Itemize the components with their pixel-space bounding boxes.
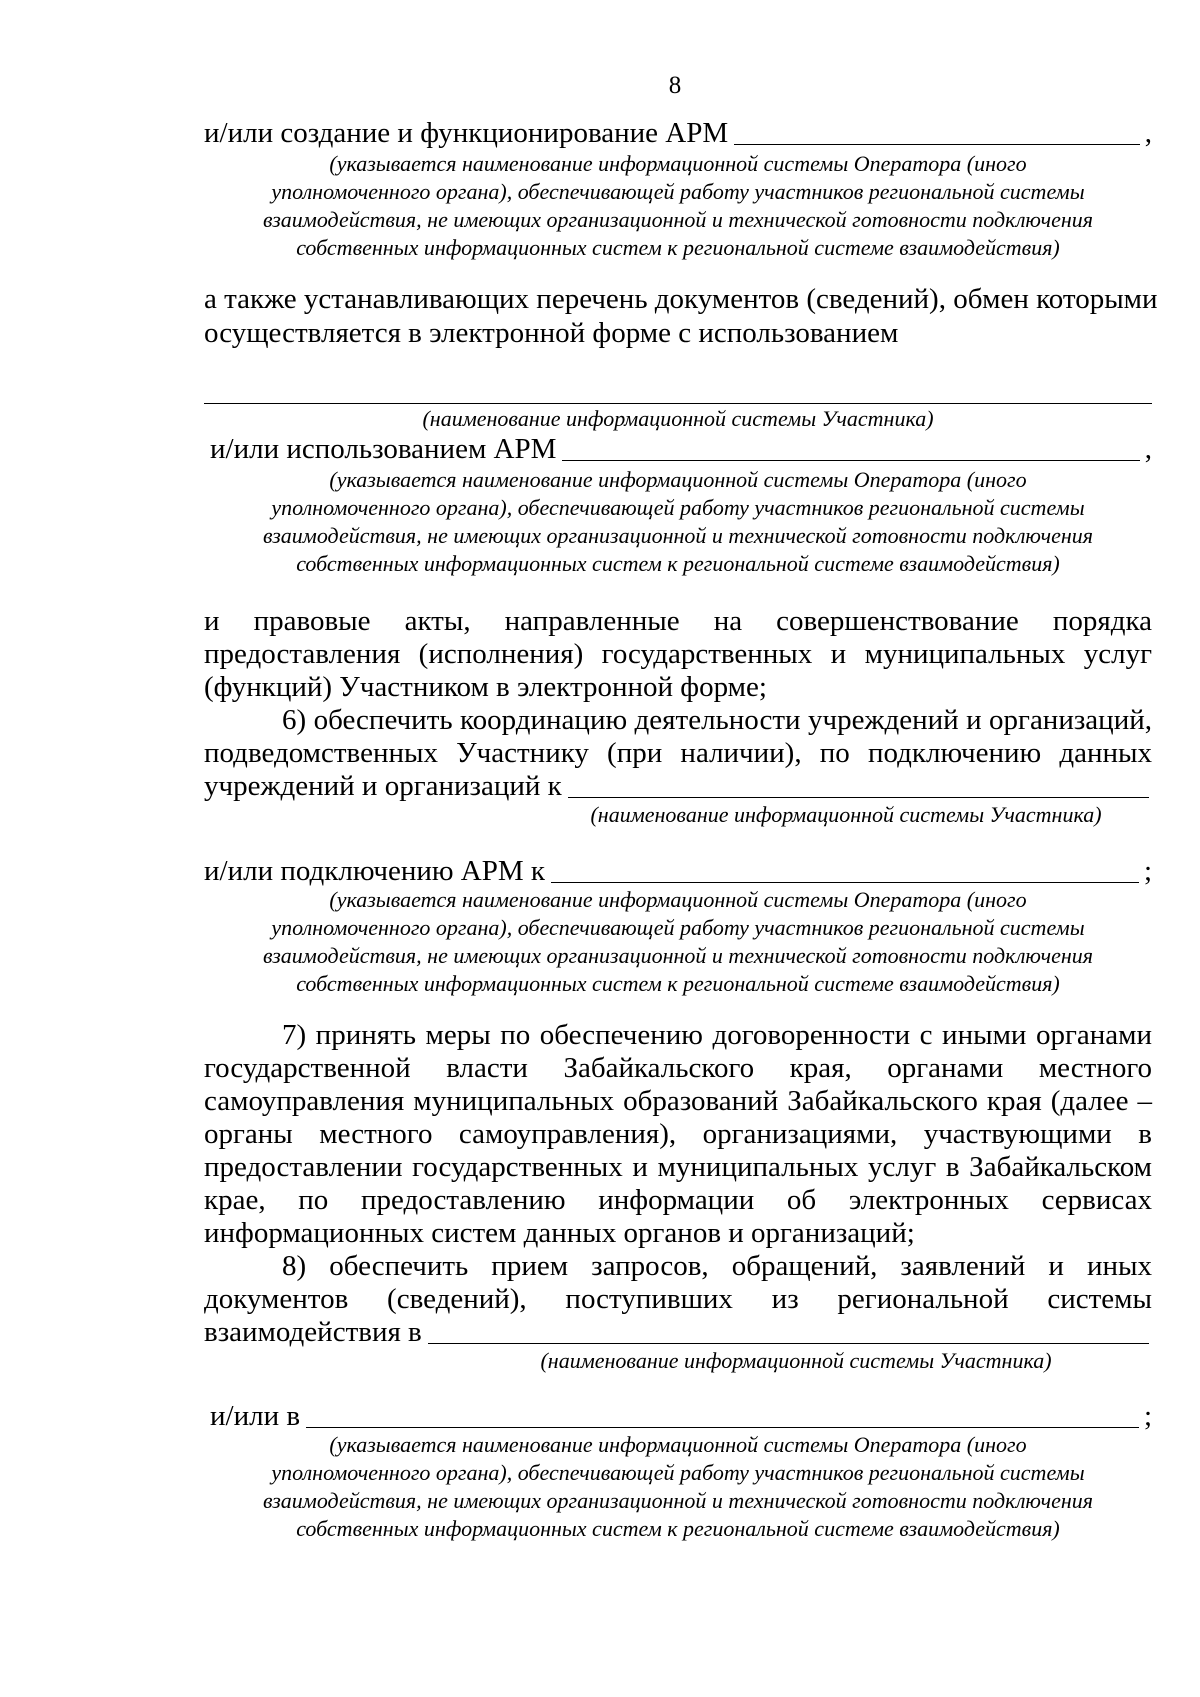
note-line: взаимодействия, не имеющих организационной и технической готовности подключения (262, 207, 1094, 232)
note-line: уполномоченного органа), обеспечивающей работу участников региональной системы (271, 915, 1085, 940)
body-line: подведомственных Участнику (при наличии), по подключению данных (204, 737, 1152, 769)
note-line: (указывается наименование информационной системы Оператора (иного (329, 151, 1027, 176)
body-line: документов (сведений), поступивших из региональной системы (204, 1283, 1152, 1315)
body-line: а также устанавливающих перечень документов (сведений), обмен которыми (204, 283, 1158, 315)
arm-receipt-line (204, 1399, 1152, 1433)
body-line: органы местного самоуправления), организациями, участвующими в (204, 1118, 1152, 1150)
body-line: и правовые акты, направленные на совершенствование порядка (204, 605, 1152, 637)
operator-note-2 (204, 466, 1152, 578)
operator-note-4 (204, 1431, 1152, 1543)
operator-note-1 (204, 150, 1152, 262)
note-line: собственных информационных систем к региональной системе взаимодействия) (296, 551, 1060, 576)
note-line: собственных информационных систем к региональной системе взаимодействия) (296, 235, 1060, 260)
arm-connection-text: и/или подключению АРМ к (204, 855, 546, 887)
participant-is-note: (наименование информационной системы Участника) (422, 406, 934, 431)
body-line: предоставлении государственных и муниципальных услуг в Забайкальском (204, 1151, 1152, 1183)
arm-receipt-tail: ; (1143, 1400, 1152, 1432)
body-line: информационных систем данных органов и организаций; (204, 1217, 915, 1249)
note-line: уполномоченного органа), обеспечивающей работу участников региональной системы (271, 179, 1085, 204)
body-line: крае, по предоставлению информации об электронных сервисах (204, 1184, 1152, 1216)
body-line: самоуправления муниципальных образований Забайкальского края (далее – (204, 1085, 1152, 1117)
request-receipt-text: взаимодействия в (204, 1316, 422, 1348)
operator-note-3 (204, 886, 1152, 998)
note-line: (указывается наименование информационной системы Оператора (иного (329, 1432, 1027, 1457)
note-line: (указывается наименование информационной системы Оператора (иного (329, 467, 1027, 492)
arm-creation-tail: , (1144, 117, 1152, 149)
note-line: взаимодействия, не имеющих организационной и технической готовности подключения (262, 523, 1094, 548)
note-line: уполномоченного органа), обеспечивающей работу участников региональной системы (271, 1460, 1085, 1485)
arm-usage-tail: , (1144, 433, 1152, 465)
arm-usage-line (204, 432, 1152, 466)
information-system-blank (204, 403, 1152, 404)
arm-receipt-text: и/или в (210, 1400, 301, 1432)
request-receipt-line (204, 1315, 1152, 1349)
item-6-line: 6) обеспечить координацию деятельности учреждений и организаций, (282, 704, 1152, 736)
participant-is-note: (наименование информационной системы Участника) (590, 802, 1102, 827)
body-line: государственной власти Забайкальского края, органами местного (204, 1052, 1152, 1084)
arm-creation-line (204, 116, 1152, 150)
body-line: осуществляется в электронной форме с использованием (204, 317, 899, 349)
arm-receipt-blank (306, 1403, 1139, 1428)
participant-is-note: (наименование информационной системы Участника) (540, 1348, 1052, 1373)
page-number: 8 (668, 72, 682, 99)
item-8-line: 8) обеспечить прием запросов, обращений, заявлений и иных (282, 1250, 1152, 1282)
arm-connection-blank (551, 858, 1139, 883)
item-7-line: 7) принять меры по обеспечению договоренности с иными органами (282, 1019, 1152, 1051)
subordinate-connection-text: учреждений и организаций к (204, 770, 562, 802)
arm-connection-tail: ; (1143, 855, 1152, 887)
arm-creation-text: и/или создание и функционирование АРМ (204, 117, 729, 149)
arm-usage-text: и/или использованием АРМ (210, 433, 557, 465)
note-line: взаимодействия, не имеющих организационной и технической готовности подключения (262, 1488, 1094, 1513)
arm-connection-line (204, 854, 1152, 888)
note-line: собственных информационных систем к региональной системе взаимодействия) (296, 971, 1060, 996)
body-line: предоставления (исполнения) государственных и муниципальных услуг (204, 638, 1152, 670)
note-line: (указывается наименование информационной системы Оператора (иного (329, 887, 1027, 912)
note-line: собственных информационных систем к региональной системе взаимодействия) (296, 1516, 1060, 1541)
arm-usage-blank (562, 436, 1139, 461)
note-line: уполномоченного органа), обеспечивающей работу участников региональной системы (271, 495, 1085, 520)
note-line: взаимодействия, не имеющих организационной и технической готовности подключения (262, 943, 1094, 968)
request-receipt-blank (428, 1319, 1149, 1344)
subordinate-connection-blank (568, 773, 1149, 798)
subordinate-connection-line (204, 769, 1152, 803)
body-line: (функций) Участником в электронной форме; (204, 671, 767, 703)
arm-creation-blank (734, 120, 1140, 145)
